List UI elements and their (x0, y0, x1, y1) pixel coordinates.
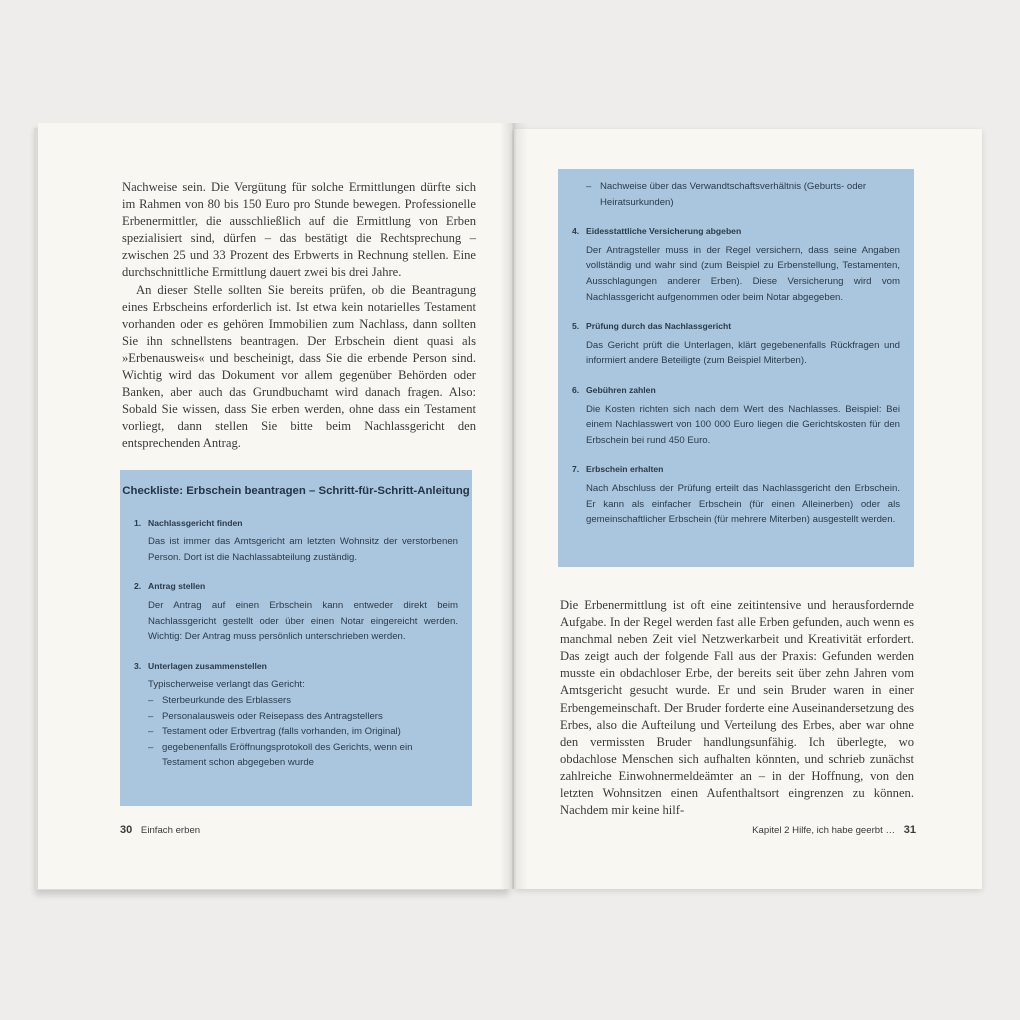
checklist-step (572, 224, 900, 305)
step-description: Das ist immer das Amtsgericht am letzten Wohnsitz der verstorbenen Person. Dort ist die Nachlassabteilung zuständig. (148, 536, 458, 563)
step-description: Der Antragsteller muss in der Regel versichern, dass seine Angaben vollständig und wahr sind (zum Beispiel zu Erbenstellung, Testamenten, Ausschlagungen anderer Erben). Diese Versicherung wird vom Nachlassgericht aufgenommen oder beim Notar abgegeben. (586, 244, 900, 303)
step-number: 1. (134, 517, 142, 528)
right-footer (752, 824, 916, 836)
step-description: Der Antrag auf einen Erbschein kann entweder direkt beim Nachlassgericht gestellt oder über einen Notar eingereicht werden. Wichtig: Der Antrag muss persönlich unterschrieben werden. (148, 599, 458, 643)
list-item: – gegebenenfalls Eröffnungsprotokoll des Gerichts, wenn ein Testament schon abgegeben wurde (148, 741, 413, 769)
step-description: Das Gericht prüft die Unterlagen, klärt gegebenenfalls Rückfragen und informiert andere Beteiligte (zum Beispiel Miterben). (586, 339, 900, 367)
running-head: Kapitel 2 Hilfe, ich habe geerbt … (752, 825, 896, 836)
step-number: 5. (572, 321, 580, 332)
checklist-step (134, 659, 458, 771)
list-item: – Sterbeurkunde des Erblassers (148, 694, 292, 706)
step-description: Die Kosten richten sich nach dem Wert des Nachlasses. Beispiel: Bei einem Nachlasswert von 100 000 Euro liegen die Gerichtskosten für den Erbschein bei rund 450 Euro. (586, 403, 900, 446)
step-heading: Gebühren zahlen (586, 384, 656, 395)
right-body-text (560, 597, 914, 819)
left-page (38, 123, 512, 889)
step-description: Typischerweise verlangt das Gericht: (148, 679, 305, 691)
left-body-text (122, 179, 476, 453)
checklist-step (572, 319, 900, 369)
checklist-box (120, 470, 472, 806)
book-gutter (500, 123, 528, 889)
step-number: 6. (572, 384, 580, 395)
step-number: 4. (572, 226, 580, 237)
step-number: 3. (134, 660, 142, 671)
step-number: 2. (134, 581, 142, 592)
right-page (514, 129, 982, 889)
page-number: 31 (903, 824, 916, 836)
checklist-step (134, 516, 458, 566)
left-paragraph-2: An dieser Stelle sollten Sie bereits prüfen, ob die Beantragung eines Erbscheins erforderlich ist. Ist etwa kein notarielles Testament vorhanden oder es gehören Immobilien zum Nachlass, dann sollten Sie ihn schnellstens beantragen. Der Erbschein dient quasi als »Erbenausweis« und bescheinigt, dass Sie die erbende Person sind. Wichtig wird das Dokument vor allem gegenüber Behörden oder Banken, aber auch das Grundbuchamt wird danach fragen. Also: Sobald Sie wissen, dass Sie erben werden, ohne dass ein Testament vorliegt, dann stellen Sie bitte beim Nachlassgericht den entsprechenden Antrag. (122, 282, 476, 451)
step-heading: Erbschein erhalten (586, 464, 664, 475)
step-heading: Nachlassgericht finden (148, 517, 243, 528)
running-head: Einfach erben (140, 825, 201, 836)
step-heading: Eidesstattliche Versicherung abgeben (586, 226, 742, 237)
step-heading: Unterlagen zusammenstellen (148, 660, 267, 671)
left-footer (120, 824, 200, 836)
checklist-continuation-box (558, 169, 914, 567)
checklist-step (572, 462, 900, 527)
checklist-title: Checkliste: Erbschein beantragen – Schritt-für-Schritt-Anleitung (122, 485, 470, 497)
step-description: Nach Abschluss der Prüfung erteilt das Nachlassgericht den Erbschein. Er kann als einfacher Erbschein (für einen Alleinerben) oder als gemeinschaftlicher Erbschein (für mehrere Miterben) ausgestellt werden. (586, 482, 900, 526)
step-number: 7. (572, 464, 580, 475)
left-paragraph-1: Nachweise sein. Die Vergütung für solche Ermittlungen dürfte sich im Rahmen von 80 bis 150 Euro pro Stunde bewegen. Professionelle Erbenermittler, die ausschließlich auf die Ermittlung von Erben spezialisiert sind, dürfen – das bestätigt die Rechtsprechung – zwischen 25 und 33 Prozent des Erbwerts in Rechnung stellen. Eine durchschnittliche Ermittlung dauert zwei bis drei Jahre. (122, 180, 476, 280)
page-number: 30 (120, 824, 133, 836)
checklist-step (572, 383, 900, 448)
open-book (34, 123, 984, 893)
step-heading: Antrag stellen (148, 581, 206, 592)
list-item: – Testament oder Erbvertrag (falls vorhanden, im Original) (148, 726, 401, 738)
step-heading: Prüfung durch das Nachlassgericht (586, 321, 732, 332)
list-item: – Nachweise über das Verwandtschaftsverhältnis (Geburts- oder Heiratsurkunden) (586, 181, 867, 208)
document-list (134, 693, 458, 771)
right-paragraph: Die Erbenermittlung ist oft eine zeitintensive und herausfordernde Aufgabe. In der Regel werden fast alle Erben gefunden, auch wenn es manchmal neben Zeit viel Netzwerkarbeit und Kreativität erfordert. Das zeigt auch der folgende Fall aus der Praxis: Gefunden werden musste ein obdachloser Erbe, der bereits seit über zehn Jahren vom Amtsgericht gesucht wurde. Er und sein Bruder waren in einer Erbengemeinschaft. Der Bruder forderte eine Auseinandersetzung des Erbes, also die Aufteilung und Verteilung des Erbes, aber war ohne den vermissten Bruder handlungsunfähig. Ich überlegte, wo obdachlose Menschen sich aufhalten könnten, und schrieb zunächst zahlreiche Einwohnermeldeämter an – in der Hoffnung, von den letzten Wohnsitzen einen Aufenthaltsort eingrenzen zu können. Nachdem mir keine hilf- (560, 598, 914, 818)
checklist-step (134, 579, 458, 644)
list-item: – Personalausweis oder Reisepass des Antragstellers (148, 710, 383, 722)
